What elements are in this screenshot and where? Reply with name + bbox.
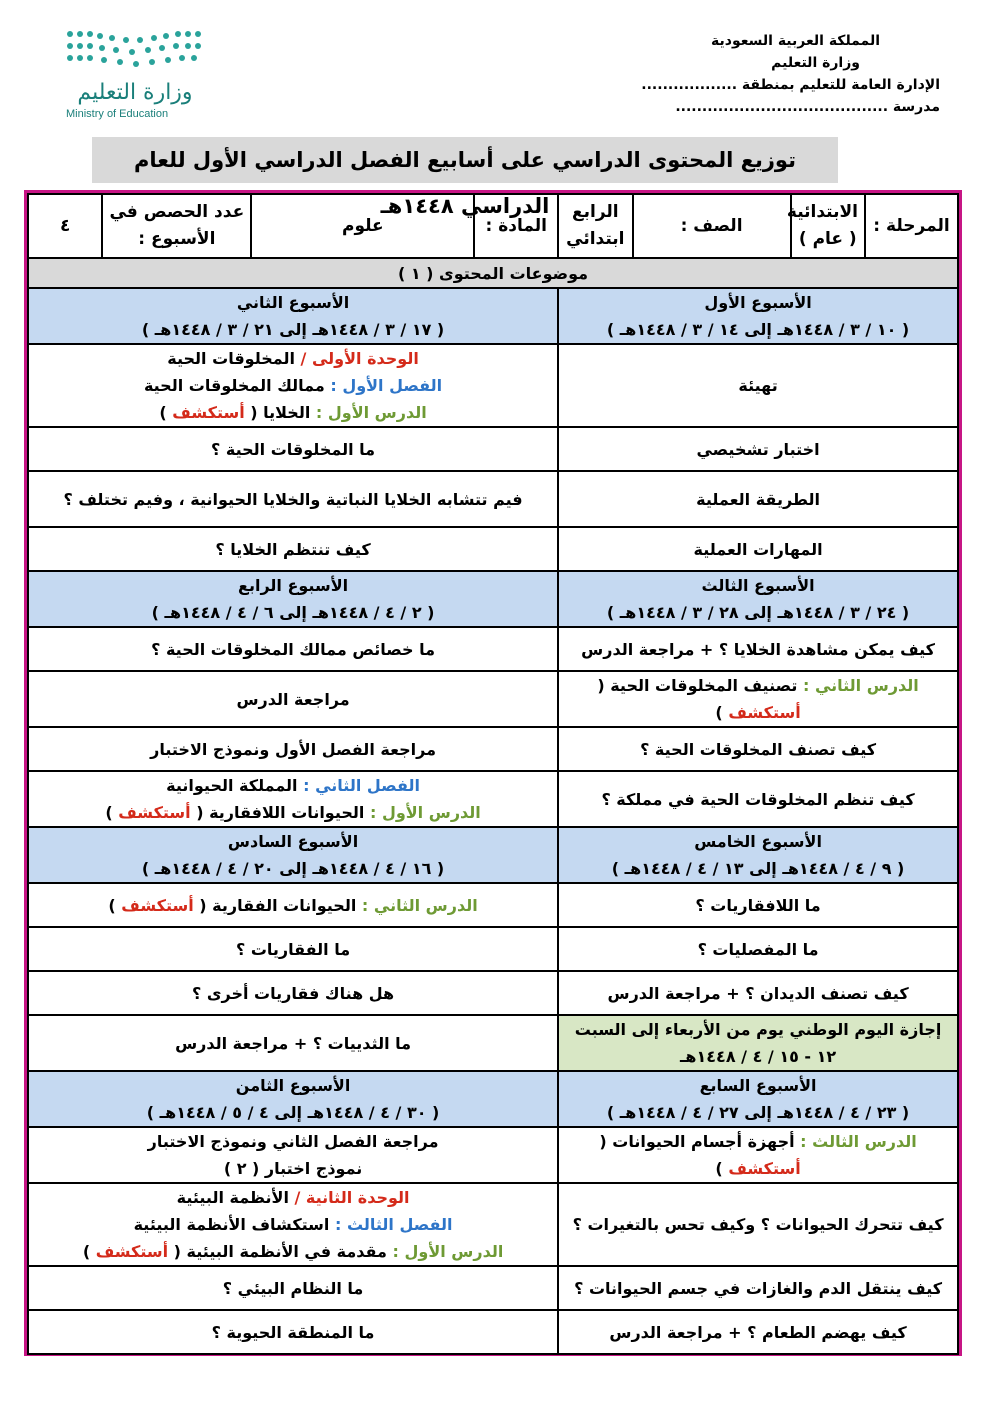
table-cell: كيف تنظم المخلوقات الحية في مملكة ؟ (558, 771, 958, 827)
week-6-header: الأسبوع السادس ( ١٦ / ٤ / ١٤٤٨هـ إلى ٢٠ / ٤ / ١٤٤٨هـ ) (28, 827, 558, 883)
table-cell: ما المفصليات ؟ (558, 927, 958, 971)
table-cell: مراجعة الدرس (28, 671, 558, 727)
table-cell: ما المنطقة الحيوية ؟ (28, 1310, 558, 1354)
meta-row (28, 194, 958, 258)
week-1-header: الأسبوع الأول ( ١٠ / ٣ / ١٤٤٨هـ إلى ١٤ / ٣ / ١٤٤٨هـ ) (558, 288, 958, 344)
table-cell: الدرس الثاني : الحيوانات الفقارية ( أستكشف ) (28, 883, 558, 927)
week-4-header: الأسبوع الرابع ( ٢ / ٤ / ١٤٤٨هـ إلى ٦ / ٤ / ١٤٤٨هـ ) (28, 571, 558, 627)
week-2-header: الأسبوع الثاني ( ١٧ / ٣ / ١٤٤٨هـ إلى ٢١ / ٣ / ١٤٤٨هـ ) (28, 288, 558, 344)
week-5-header: الأسبوع الخامس ( ٩ / ٤ / ١٤٤٨هـ إلى ١٣ / ٤ / ١٤٤٨هـ ) (558, 827, 958, 883)
subject-value: علوم (251, 194, 474, 258)
table-cell: ما الفقاريات ؟ (28, 927, 558, 971)
subject-label: المادة : (474, 194, 558, 258)
topics-header: موضوعات المحتوى ( ١ ) (28, 258, 958, 288)
week-3-header: الأسبوع الثالث ( ٢٤ / ٣ / ١٤٤٨هـ إلى ٢٨ / ٣ / ١٤٤٨هـ ) (558, 571, 958, 627)
table-cell: الطريقة العملية (558, 471, 958, 527)
table-cell: مراجعة الفصل الأول ونموذج الاختبار (28, 727, 558, 771)
table-cell: مراجعة الفصل الثاني ونموذج الاختبار نموذج اختبار ( ٢ ) (28, 1127, 558, 1183)
periods-label: عدد الحصص في الأسبوع : (102, 194, 251, 258)
grade-value: الرابع ابتدائي (558, 194, 632, 258)
stage-value: الابتدائية ( عام ) (791, 194, 865, 258)
table-cell: ما خصائص ممالك المخلوقات الحية ؟ (28, 627, 558, 671)
holiday-cell: إجازة اليوم الوطني يوم من الأربعاء إلى السبت ١٢ - ١٥ / ٤ / ١٤٤٨هـ (558, 1015, 958, 1071)
week-header-row (28, 288, 958, 344)
week-header-row (28, 571, 958, 627)
stage-label: المرحلة : (865, 194, 958, 258)
table-cell: الوحدة الثانية / الأنظمة البيئية الفصل الثالث : استكشاف الأنظمة البيئية الدرس الأول : مقدمة في الأنظمة البيئية ( أستكشف ) (28, 1183, 558, 1266)
table-cell: كيف تصنف الديدان ؟ + مراجعة الدرس (558, 971, 958, 1015)
logo-dots-icon (60, 24, 210, 80)
table-cell: الدرس الثاني : تصنيف المخلوقات الحية ( أستكشف ) (558, 671, 958, 727)
periods-value: ٤ (28, 194, 102, 258)
ministry-logo (60, 24, 210, 124)
header-line-school: مدرسة ........................................ (675, 99, 940, 115)
logo-arabic-text: وزارة التعليم (77, 80, 193, 105)
table-cell: الدرس الثالث : أجهزة أجسام الحيوانات ( أستكشف ) (558, 1127, 958, 1183)
table-cell: فيم تتشابه الخلايا النباتية والخلايا الحيوانية ، وفيم تختلف ؟ (28, 471, 558, 527)
week-header-row (28, 1071, 958, 1127)
logo-english-text: Ministry of Education (66, 108, 169, 120)
content-distribution-table (24, 190, 962, 1356)
table-cell: الوحدة الأولى / المخلوقات الحية الفصل الأول : ممالك المخلوقات الحية الدرس الأول : الخلايا ( أستكشف ) (28, 344, 558, 427)
week-7-header: الأسبوع السابع ( ٢٣ / ٤ / ١٤٤٨هـ إلى ٢٧ / ٤ / ١٤٤٨هـ ) (558, 1071, 958, 1127)
table-cell: المهارات العملية (558, 527, 958, 571)
header-line-ministry: وزارة التعليم (771, 55, 860, 71)
table-cell: ما النظام البيئي ؟ (28, 1266, 558, 1310)
table-cell: كيف يهضم الطعام ؟ + مراجعة الدرس (558, 1310, 958, 1354)
table-cell: كيف تنتظم الخلايا ؟ (28, 527, 558, 571)
table-cell: اختبار تشخيصي (558, 427, 958, 471)
table-cell: هل هناك فقاريات أخرى ؟ (28, 971, 558, 1015)
header-line-administration: الإدارة العامة للتعليم بمنطقة .................. (641, 77, 940, 93)
week-header-row (28, 827, 958, 883)
table-cell: تهيئة (558, 344, 958, 427)
table-cell: كيف تتحرك الحيوانات ؟ وكيف تحس بالتغيرات ؟ (558, 1183, 958, 1266)
table-cell: ما المخلوقات الحية ؟ (28, 427, 558, 471)
table-cell: الفصل الثاني : المملكة الحيوانية الدرس الأول : الحيوانات اللافقارية ( أستكشف ) (28, 771, 558, 827)
header-line-kingdom: المملكة العربية السعودية (711, 33, 880, 49)
table-cell: كيف ينتقل الدم والغازات في جسم الحيوانات ؟ (558, 1266, 958, 1310)
header-block (600, 30, 940, 118)
table-cell: ما الثدييات ؟ + مراجعة الدرس (28, 1015, 558, 1071)
week-8-header: الأسبوع الثامن ( ٣٠ / ٤ / ١٤٤٨هـ إلى ٤ / ٥ / ١٤٤٨هـ ) (28, 1071, 558, 1127)
table-cell: كيف يمكن مشاهدة الخلايا ؟ + مراجعة الدرس (558, 627, 958, 671)
table-cell: كيف تصنف المخلوقات الحية ؟ (558, 727, 958, 771)
table-cell: ما اللافقاريات ؟ (558, 883, 958, 927)
page-title: توزيع المحتوى الدراسي على أسابيع الفصل الدراسي الأول للعام الدراسي ١٤٤٨هـ (92, 137, 838, 183)
grade-label: الصف : (633, 194, 791, 258)
